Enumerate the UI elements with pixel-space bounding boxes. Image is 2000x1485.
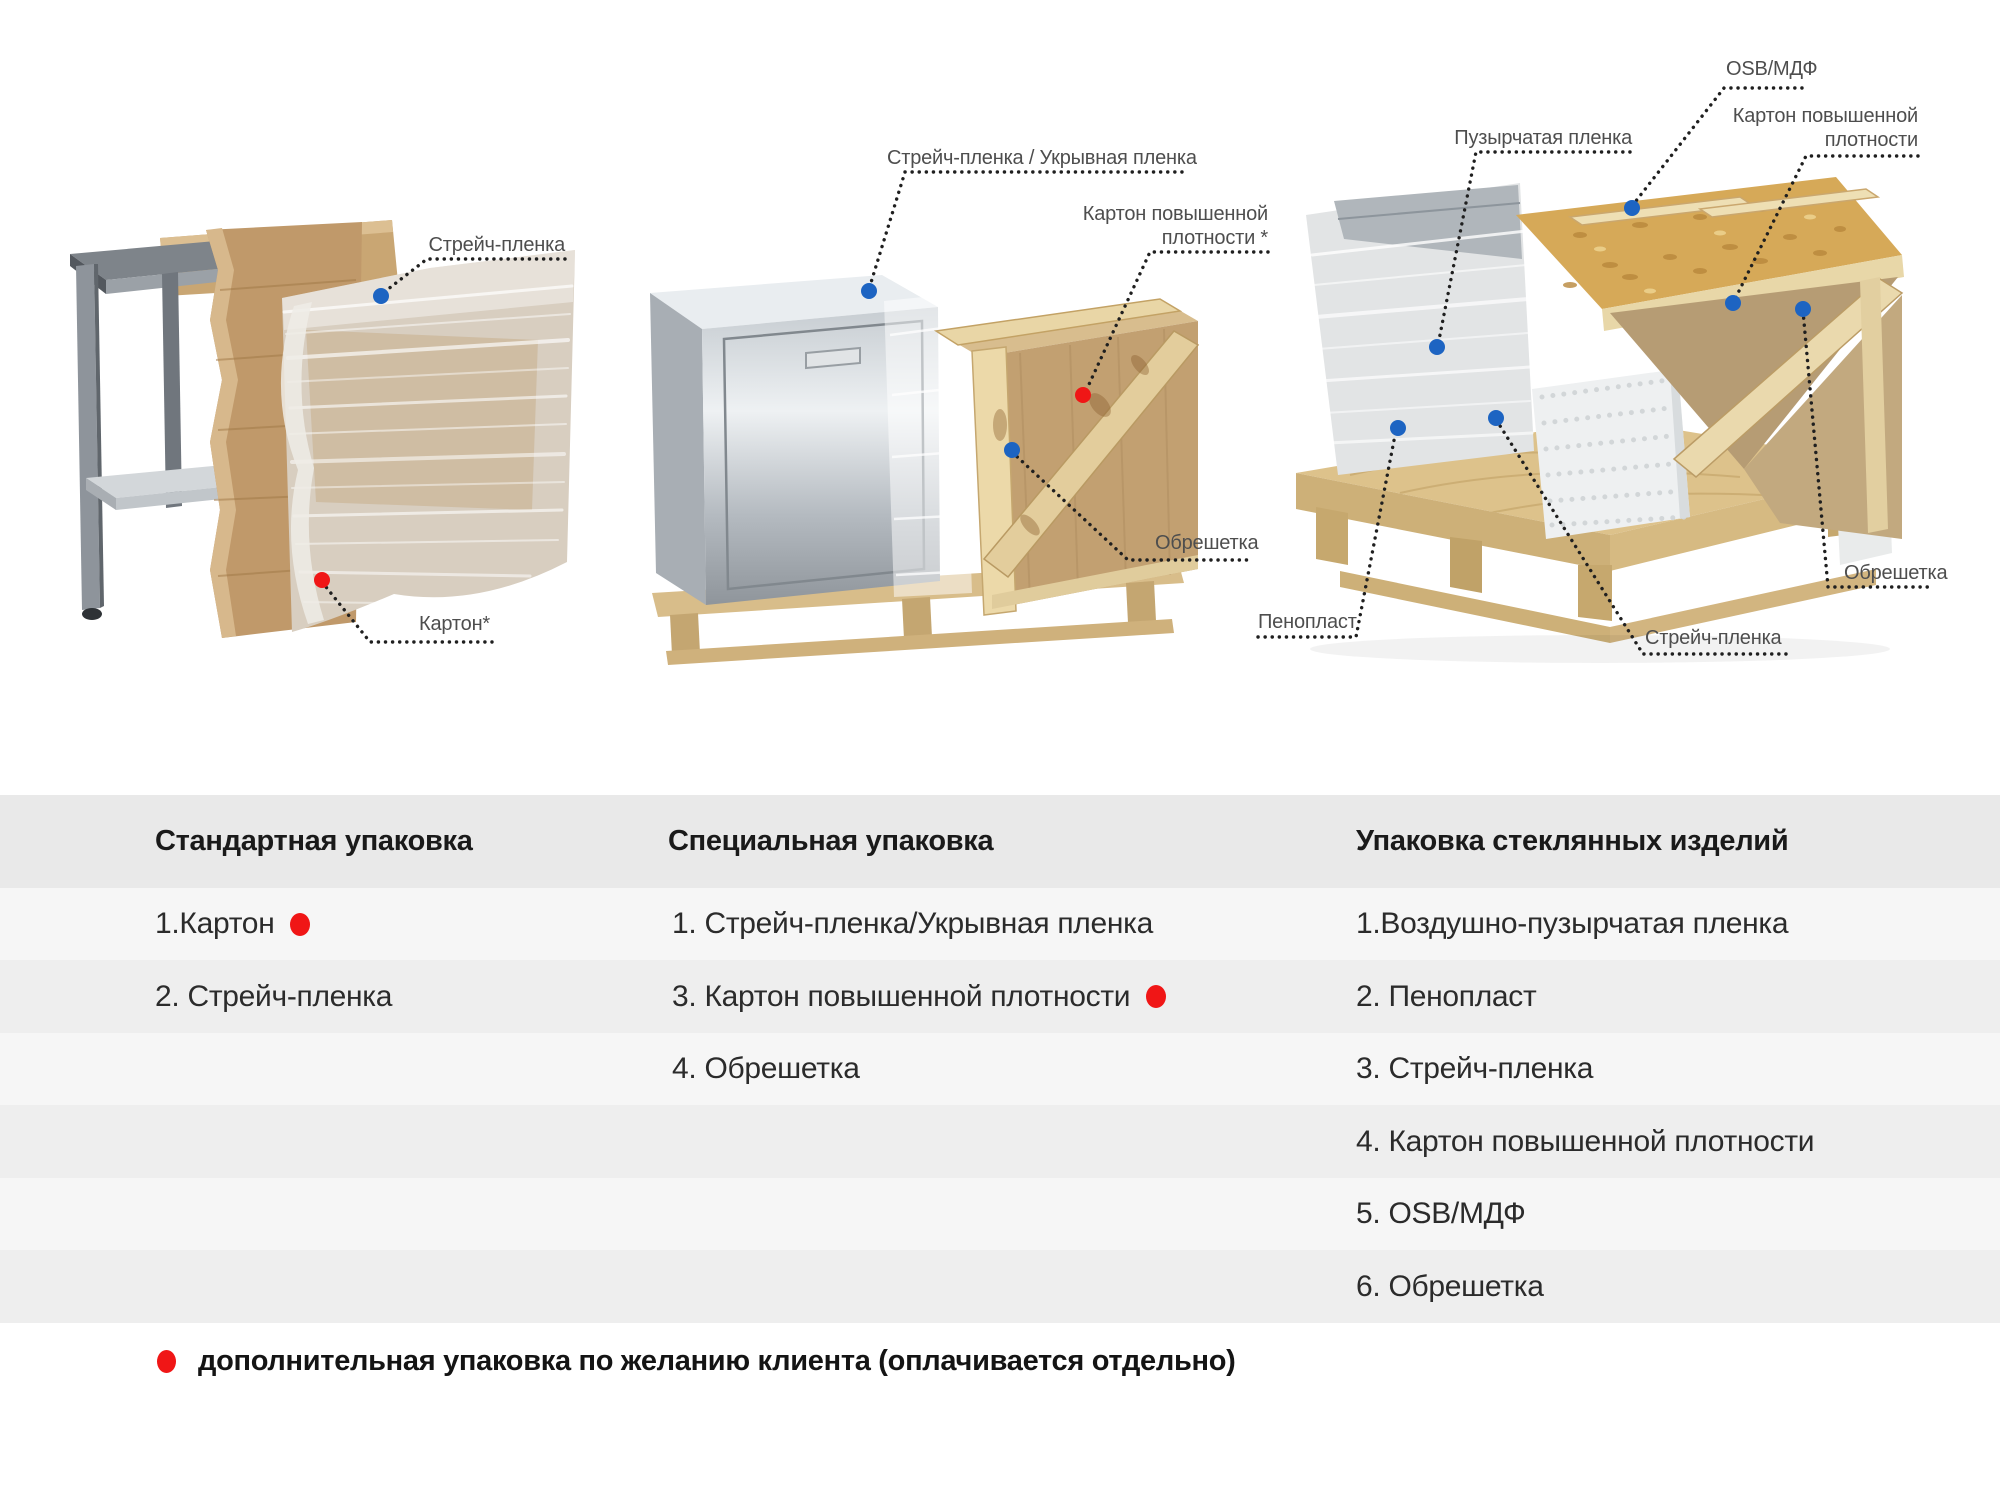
list-item bbox=[672, 888, 1153, 960]
bubble-wrap-box-icon bbox=[1532, 369, 1690, 539]
legend-text: дополнительная упаковка по желанию клиента (оплачивается отдельно) bbox=[198, 1345, 1236, 1377]
list-item-text: 6. Обрешетка bbox=[1356, 1269, 1544, 1303]
callout-label-crate-3: Обрешетка bbox=[1844, 562, 1948, 584]
stretch-film-block-icon bbox=[281, 250, 575, 632]
list-item-text: 2. Стрейч-пленка bbox=[155, 979, 393, 1013]
callout-label-dense-carton-3: Картон повышенной плотности bbox=[1732, 105, 1918, 151]
list-item bbox=[672, 1033, 860, 1105]
list-item-text: 2. Пенопласт bbox=[1356, 979, 1537, 1013]
list-item bbox=[1356, 1250, 1544, 1323]
legend bbox=[157, 1345, 1236, 1378]
wrapped-unit-icon bbox=[1306, 183, 1534, 475]
callout-label-stretch-film-3: Стрейч-пленка bbox=[1645, 627, 1782, 649]
callout-label-stretch-cover-2: Стрейч-пленка / Укрывная пленка bbox=[887, 147, 1197, 169]
list-item bbox=[1356, 1105, 1814, 1178]
wooden-crate-icon bbox=[936, 299, 1198, 615]
list-item-text: 4. Обрешетка bbox=[672, 1052, 860, 1085]
column-header-special: Специальная упаковка bbox=[668, 825, 994, 857]
list-item bbox=[1356, 888, 1788, 960]
callout-label-crate-2: Обрешетка bbox=[1155, 532, 1259, 554]
list-item-text: 1.Картон bbox=[155, 907, 275, 940]
list-item-text: 3. Картон повышенной плотности bbox=[672, 979, 1131, 1013]
list-item-text: 1.Воздушно-пузырчатая пленка bbox=[1356, 907, 1789, 940]
list-item-text: 1. Стрейч-пленка/Укрывная пленка bbox=[672, 907, 1154, 940]
list-item bbox=[1356, 960, 1536, 1033]
photo-glass-packaging bbox=[1280, 125, 1940, 680]
photo-standard-packaging bbox=[60, 210, 580, 670]
photo-special-packaging bbox=[640, 245, 1200, 675]
list-item bbox=[1356, 1033, 1593, 1105]
list-item bbox=[155, 888, 310, 960]
table-row bbox=[0, 1250, 2000, 1323]
column-header-glass: Упаковка стеклянных изделий bbox=[1356, 825, 1789, 857]
list-item bbox=[155, 960, 392, 1033]
callout-label-osb-3: OSB/МДФ bbox=[1726, 58, 1818, 80]
paid-extra-dot bbox=[290, 913, 310, 936]
table-row bbox=[0, 1033, 2000, 1105]
list-item bbox=[672, 960, 1166, 1033]
list-item-text: 3. Стрейч-пленка bbox=[1356, 1052, 1594, 1085]
paid-extra-dot bbox=[157, 1350, 176, 1373]
callout-label-stretch-film-1: Стрейч-пленка bbox=[428, 234, 565, 256]
callout-label-foam-3: Пенопласт bbox=[1258, 611, 1357, 633]
table-row bbox=[0, 1178, 2000, 1250]
callout-label-bubble-film-3: Пузырчатая пленка bbox=[1454, 127, 1632, 149]
paid-extra-dot bbox=[1146, 985, 1166, 1008]
list-item bbox=[1356, 1178, 1526, 1250]
callout-label-dense-carton-2: Картон повышенной плотности * bbox=[1082, 203, 1268, 249]
list-item-text: 5. OSB/МДФ bbox=[1356, 1197, 1526, 1230]
shadow bbox=[1310, 635, 1890, 663]
list-item-text: 4. Картон повышенной плотности bbox=[1356, 1124, 1815, 1158]
column-header-standard: Стандартная упаковка bbox=[155, 825, 473, 857]
callout-label-carton-1: Картон* bbox=[419, 613, 490, 635]
